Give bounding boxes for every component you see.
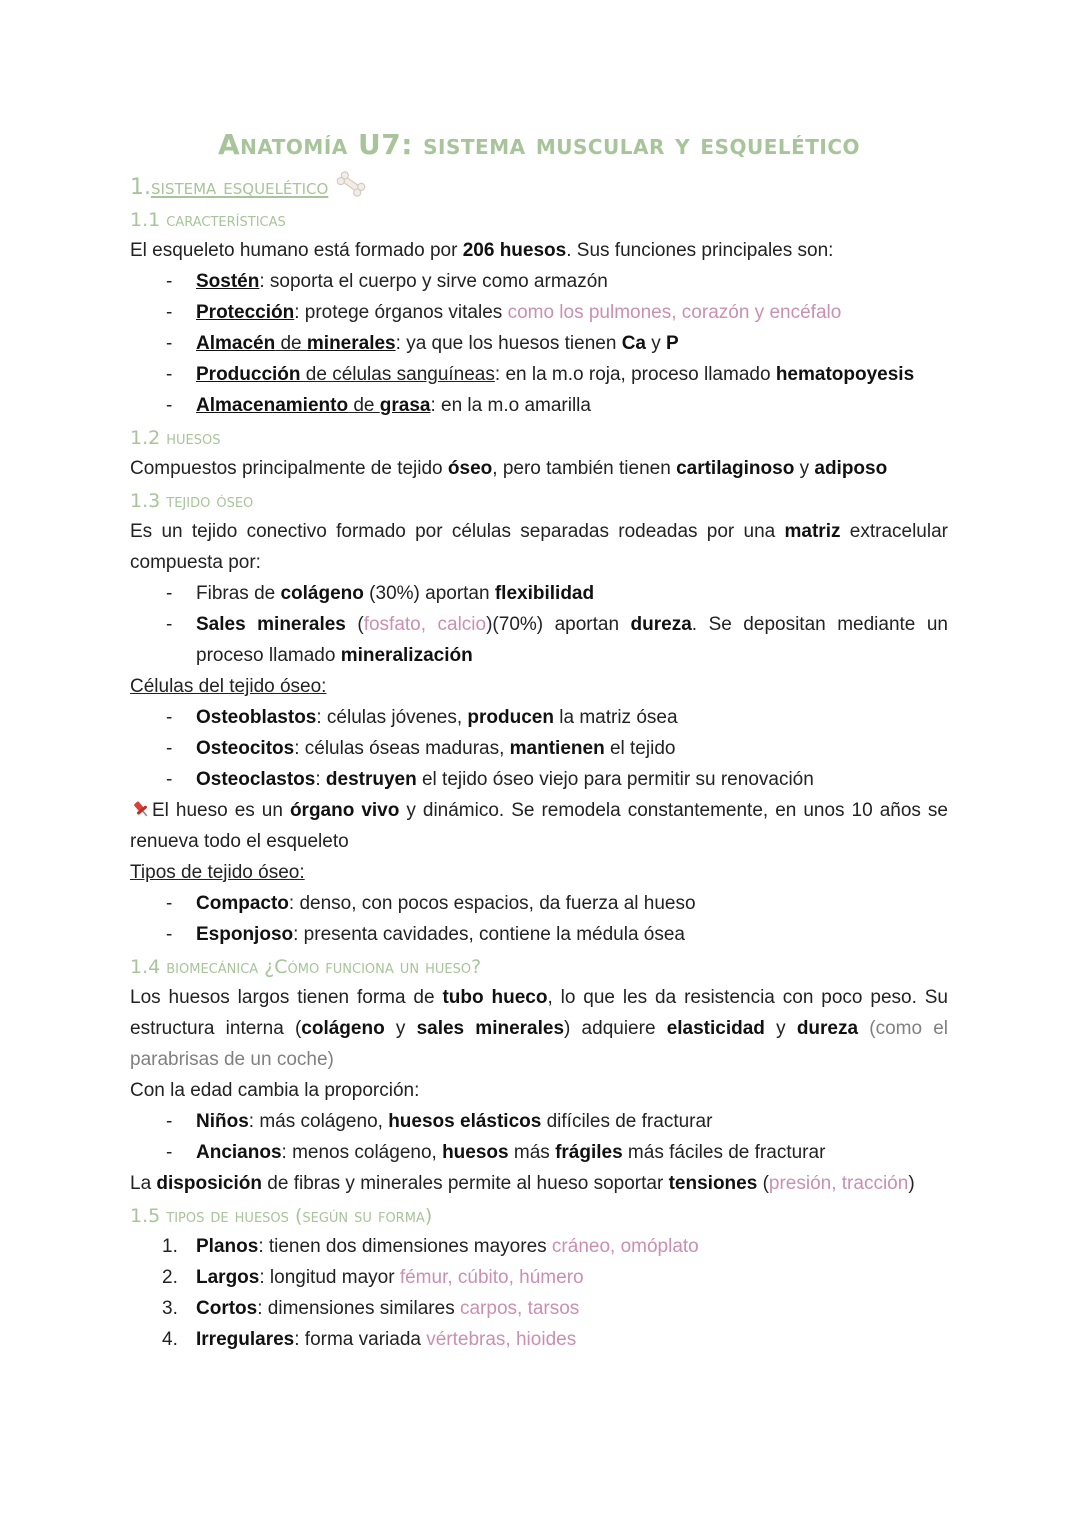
list-item: - Compacto: denso, con pocos espacios, da fuerza al hueso (130, 888, 948, 919)
list-item: - Ancianos: menos colágeno, huesos más frágiles más fáciles de fracturar (130, 1137, 948, 1168)
celulas-list (130, 702, 948, 795)
list-item: - Protección: protege órganos vitales como los pulmones, corazón y encéfalo (130, 297, 948, 328)
page-title: Anatomía U7: sistema muscular y esquelético (217, 128, 861, 161)
edad-paragraph: Con la edad cambia la proporción: (130, 1080, 420, 1101)
list-item: - Sostén: soporta el cuerpo y sirve como armazón (130, 266, 948, 297)
tipos-list (130, 888, 948, 950)
intro-paragraph: El esqueleto humano está formado por 206 huesos. Sus funciones principales son: (130, 240, 834, 261)
bio-paragraph: Los huesos largos tienen forma de tubo hueco, lo que les da resistencia con poco peso. Su estructura interna (colágeno y sales minerales) adquiere elasticidad y dureza (como el parabrisas de un coche) (130, 987, 949, 1070)
list-item: - Osteocitos: células óseas maduras, mantienen el tejido (130, 733, 948, 764)
pin-icon (130, 800, 152, 821)
list-item: 2. Largos: longitud mayor fémur, cúbito, húmero (162, 1267, 584, 1288)
subheading-1-4: 1.4 biomecánica ¿Cómo funciona un hueso? (130, 956, 482, 978)
list-item: - Almacenamiento de grasa: en la m.o amarilla (130, 390, 948, 421)
list-item: - Niños: más colágeno, huesos elásticos difíciles de fracturar (130, 1106, 948, 1137)
list-item: - Osteoblastos: células jóvenes, producen la matriz ósea (130, 702, 948, 733)
subheading-1-5: 1.5 tipos de huesos (según su forma) (130, 1205, 433, 1227)
celulas-title: Células del tejido óseo: (130, 676, 327, 697)
list-item: - Osteoclastos: destruyen el tejido óseo viejo para permitir su renovación (130, 764, 948, 795)
functions-list (130, 266, 948, 421)
list-item: 4. Irregulares: forma variada vértebras, hioides (162, 1329, 577, 1350)
edades-list (130, 1106, 948, 1168)
list-item: 1. Planos: tienen dos dimensiones mayores cráneo, omóplato (162, 1236, 699, 1257)
note-paragraph: El hueso es un órgano vivo y dinámico. Se remodela constantemente, en unos 10 años se renueva todo el esqueleto (130, 800, 948, 852)
list-item: - Fibras de colágeno (30%) aportan flexibilidad (130, 578, 948, 609)
subheading-1-3: 1.3 tejido óseo (130, 490, 254, 512)
disposicion-paragraph: La disposición de fibras y minerales permite al hueso soportar tensiones (presión, tracción) (130, 1173, 915, 1194)
list-item: - Almacén de minerales: ya que los huesos tienen Ca y P (130, 328, 948, 359)
tejido-paragraph: Es un tejido conectivo formado por células separadas rodeadas por una matriz extracelular compuesta por: (130, 521, 948, 573)
list-item: - Sales minerales (fosfato, calcio)(70%) aportan dureza. Se depositan mediante un proceso llamado mineralización (130, 609, 948, 671)
tipos-title: Tipos de tejido óseo: (130, 862, 305, 883)
list-item: 3. Cortos: dimensiones similares carpos, tarsos (162, 1298, 580, 1319)
list-item: - Esponjoso: presenta cavidades, contiene la médula ósea (130, 919, 948, 950)
bone-icon (334, 171, 368, 203)
section-heading-1 (130, 171, 948, 203)
document-content (130, 128, 948, 1355)
list-item: - Producción de células sanguíneas: en la m.o roja, proceso llamado hematopoyesis (130, 359, 948, 390)
subheading-1-1: 1.1 características (130, 209, 286, 231)
formas-list (130, 1231, 948, 1355)
huesos-paragraph: Compuestos principalmente de tejido óseo, pero también tienen cartilaginoso y adiposo (130, 458, 888, 479)
matriz-list (130, 578, 948, 671)
section-title: sistema esquelético (151, 174, 329, 200)
subheading-1-2: 1.2 huesos (130, 427, 221, 449)
section-number: 1. (130, 174, 151, 200)
